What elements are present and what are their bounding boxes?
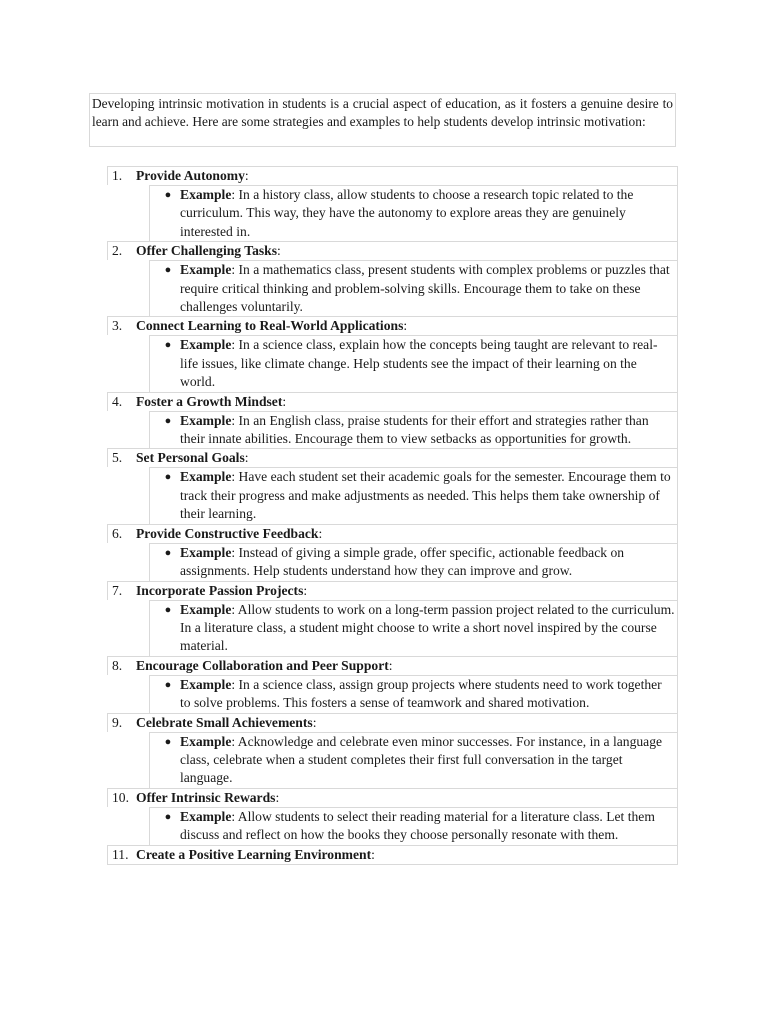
example-label: Example [180, 676, 232, 692]
colon: : [371, 846, 375, 862]
example-text: : Acknowledge and celebrate even minor successes. For instance, in a language class, celebrate when a student completes their first full conversation in the target language. [180, 733, 663, 786]
list-item-heading [107, 788, 678, 807]
item-title: Provide Constructive Feedback [136, 525, 319, 541]
item-number: 3. [112, 318, 123, 334]
example-text: : In a science class, explain how the concepts being taught are relevant to real-life issues, like climate change. Help students see the impact of their learning on the world. [180, 337, 658, 390]
colon: : [312, 714, 317, 730]
bullet-icon: ● [164, 339, 172, 352]
item-title: Offer Challenging Tasks [136, 243, 278, 259]
colon: : [244, 168, 249, 183]
colon: : [388, 657, 393, 673]
list-item-heading [107, 392, 678, 411]
colon: : [244, 450, 249, 466]
item-title: Create a Positive Learning Environment [136, 846, 372, 862]
example-label: Example [180, 469, 232, 485]
colon: : [318, 525, 323, 541]
colon: : [282, 393, 287, 409]
item-title: Provide Autonomy [136, 168, 245, 183]
list-bottom-border [107, 864, 678, 865]
bullet-icon: ● [164, 735, 172, 748]
example-label: Example [180, 733, 232, 749]
list-item-heading [107, 166, 678, 185]
item-title: Offer Intrinsic Rewards [136, 789, 276, 805]
example-label: Example [180, 601, 232, 617]
example-text: : In an English class, praise students for their effort and strategies rather than their innate abilities. Encourage them to view setbacks as opportunities for growth. [180, 412, 649, 447]
list-item-heading [107, 581, 678, 600]
example-label: Example [180, 544, 232, 560]
bullet-icon: ● [164, 546, 172, 559]
item-title: Connect Learning to Real-World Applications [136, 318, 404, 334]
example-label: Example [180, 808, 232, 824]
item-title: Celebrate Small Achievements [136, 714, 313, 730]
example-text: : Have each student set their academic goals for the semester. Encourage them to track their progress and make adjustments as needed. This helps them take ownership of their learning. [180, 469, 671, 522]
example-text: : Instead of giving a simple grade, offer specific, actionable feedback on assignments. Help students understand how they can improve and grow. [180, 544, 625, 579]
list-item-example [149, 732, 678, 788]
list-item-heading [107, 448, 678, 467]
list-item-example [149, 600, 678, 656]
example-label: Example [180, 262, 232, 278]
item-title: Encourage Collaboration and Peer Support [136, 657, 389, 673]
item-number: 1. [112, 168, 123, 183]
list-item-example [149, 411, 678, 449]
bullet-icon: ● [164, 414, 172, 427]
item-number: 11. [112, 846, 129, 862]
colon: : [275, 789, 280, 805]
example-text: : In a science class, assign group projects where students need to work together to solve problems. This fosters a sense of teamwork and shared motivation. [180, 676, 662, 711]
list-item-heading [107, 656, 678, 675]
list-item-heading [107, 241, 678, 260]
item-number: 9. [112, 714, 123, 730]
list-item-heading [107, 524, 678, 543]
example-label: Example [180, 337, 232, 353]
item-number: 10. [112, 789, 129, 805]
bullet-icon: ● [164, 264, 172, 277]
example-text: : In a history class, allow students to choose a research topic related to the curriculum. This way, they have the autonomy to explore areas they are genuinely interested in. [180, 187, 634, 239]
item-title: Incorporate Passion Projects [136, 582, 304, 598]
strategy-list [107, 166, 678, 865]
item-number: 7. [112, 582, 123, 598]
example-text: : In a mathematics class, present students with complex problems or puzzles that require critical thinking and problem-solving skills. Encourage them to take on these challenges voluntarily. [180, 262, 670, 315]
item-title: Set Personal Goals [136, 450, 245, 466]
colon: : [403, 318, 408, 334]
item-number: 8. [112, 657, 123, 673]
colon: : [303, 582, 308, 598]
list-item-heading [107, 845, 678, 864]
list-item-example [149, 543, 678, 581]
list-item-example [149, 467, 678, 523]
example-label: Example [180, 412, 232, 428]
example-text: : Allow students to work on a long-term passion project related to the curriculum. In a literature class, a student might choose to write a short novel inspired by the course material. [180, 601, 675, 654]
list-item-heading [107, 713, 678, 732]
item-title: Foster a Growth Mindset [136, 393, 283, 409]
intro-paragraph: Developing intrinsic motivation in students is a crucial aspect of education, as it fosters a genuine desire to learn and achieve. Here are some strategies and examples to help students develop intrinsic motivation: [89, 93, 676, 147]
example-label: Example [180, 187, 232, 202]
colon: : [277, 243, 281, 259]
list-item-example [149, 260, 678, 316]
bullet-icon: ● [164, 603, 172, 616]
item-number: 5. [112, 450, 123, 466]
example-text: : Allow students to select their reading material for a literature class. Let them discuss and reflect on how the books they choose personally resonate with them. [180, 808, 655, 843]
list-item-example [149, 807, 678, 845]
bullet-icon: ● [164, 810, 172, 823]
list-item-example [149, 675, 678, 713]
bullet-icon: ● [164, 471, 172, 484]
list-item-heading [107, 316, 678, 335]
item-number: 2. [112, 243, 123, 259]
item-number: 4. [112, 393, 123, 409]
list-item-example [149, 185, 678, 241]
bullet-icon: ● [164, 678, 172, 691]
bullet-icon: ● [164, 189, 172, 201]
list-item-example [149, 335, 678, 391]
item-number: 6. [112, 525, 123, 541]
